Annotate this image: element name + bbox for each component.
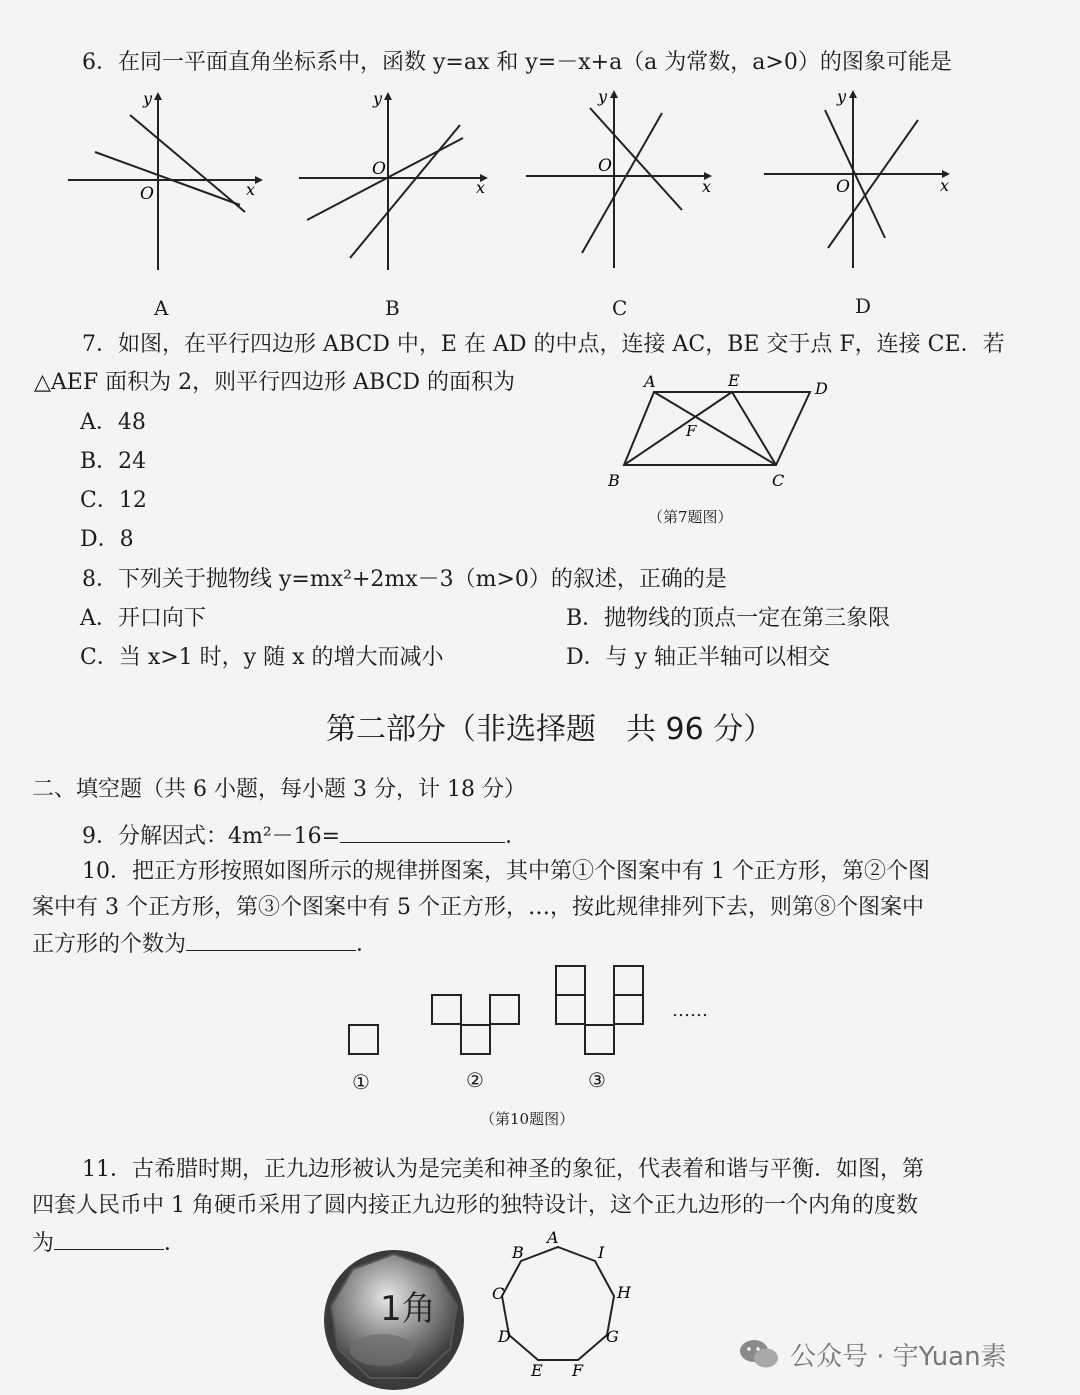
vertex-b: B — [608, 471, 620, 490]
vertex-b: B — [512, 1243, 524, 1262]
q11-line2: 四套人民币中 1 角硬币采用了圆内接正九边形的独特设计，这个正九边形的一个内角的度数 — [32, 1193, 918, 1218]
q7-option-d: D．8 — [80, 527, 134, 552]
q8-text: 8．下列关于抛物线 y=mx²+2mx－3（m>0）的叙述，正确的是 — [82, 567, 727, 592]
q7-figure-caption: （第7题图） — [648, 508, 733, 526]
q10-label-1: ① — [352, 1070, 370, 1094]
q8-option-c: C．当 x>1 时，y 随 x 的增大而减小 — [80, 645, 444, 670]
vertex-a: A — [547, 1228, 559, 1247]
axis-x-label: x — [476, 178, 486, 197]
vertex-e: E — [728, 371, 740, 390]
q10-label-3: ③ — [588, 1068, 606, 1092]
point-f: F — [686, 422, 697, 440]
q11-end: ． — [164, 1231, 187, 1256]
q6-option-b: B — [385, 296, 400, 320]
vertex-a: A — [644, 372, 656, 391]
origin-label: O — [836, 177, 850, 197]
q10-stem: 正方形的个数为 — [32, 932, 187, 957]
axis-y-label: y — [837, 87, 847, 106]
q10-line3 — [32, 930, 378, 958]
q10-square-patterns — [340, 960, 720, 1060]
q6-graph-d — [760, 88, 970, 278]
q6-graph-b — [295, 90, 505, 280]
q9-answer-blank[interactable] — [340, 822, 505, 843]
q8-option-a: A．开口向下 — [80, 606, 206, 631]
q7-line2: △AEF 面积为 2，则平行四边形 ABCD 的面积为 — [34, 370, 516, 395]
vertex-i: I — [598, 1243, 605, 1262]
q6-graph-c — [522, 88, 732, 278]
axis-x-label: x — [940, 176, 950, 195]
vertex-e: E — [531, 1361, 543, 1380]
vertex-h: H — [617, 1283, 631, 1302]
q7-option-b: B．24 — [80, 449, 147, 474]
q10-line1: 10．把正方形按照如图所示的规律拼图案，其中第①个图案中有 1 个正方形，第②个图 — [82, 859, 930, 884]
q10-line2: 案中有 3 个正方形，第③个图案中有 5 个正方形，…，按此规律排列下去，则第⑧个图案中 — [32, 895, 924, 920]
section2-title: 二、填空题（共 6 小题，每小题 3 分，计 18 分） — [32, 777, 526, 802]
q8-option-b: B．抛物线的顶点一定在第三象限 — [566, 606, 891, 631]
vertex-c: C — [772, 471, 785, 490]
part2-title: 第二部分（非选择题 共 96 分） — [326, 712, 774, 747]
axis-x-label: x — [702, 177, 712, 196]
axis-x-label: x — [246, 180, 256, 199]
q7-option-c: C．12 — [80, 488, 147, 513]
vertex-d: D — [498, 1327, 511, 1346]
axis-y-label: y — [143, 89, 153, 108]
origin-label: O — [598, 156, 612, 176]
q11-line1: 11．古希腊时期，正九边形被认为是完美和神圣的象征，代表着和谐与平衡．如图，第 — [82, 1157, 924, 1182]
axis-y-label: y — [598, 87, 608, 106]
q9-stem: 9．分解因式：4m²－16= — [82, 824, 341, 849]
q7-line1: 7．如图，在平行四边形 ABCD 中，E 在 AD 的中点，连接 AC，BE 交于点 F，连接 CE．若 — [82, 332, 1005, 357]
q6-option-d: D — [855, 294, 872, 318]
q11-stem: 为 — [32, 1231, 55, 1256]
q9-text — [82, 822, 527, 850]
q6-option-a: A — [154, 296, 169, 320]
q7-option-a: A．48 — [80, 410, 146, 435]
vertex-f: F — [572, 1361, 584, 1380]
q11-coin-image — [322, 1242, 472, 1395]
wechat-icon — [738, 1336, 782, 1372]
q7-parallelogram-figure — [600, 370, 840, 500]
vertex-d: D — [815, 379, 828, 398]
origin-label: O — [140, 184, 154, 204]
q10-end: ． — [356, 932, 379, 957]
q11-line3 — [32, 1229, 186, 1257]
q6-graph-a — [60, 90, 270, 280]
vertex-g: G — [606, 1327, 619, 1346]
q6-option-c: C — [612, 296, 628, 320]
q11-nonagon-figure — [490, 1228, 640, 1382]
q8-option-d: D．与 y 轴正半轴可以相交 — [566, 645, 831, 670]
q9-end: ． — [505, 824, 528, 849]
origin-label: O — [372, 159, 386, 179]
watermark-text: 公众号 · 宇Yuan素 — [790, 1342, 1007, 1372]
q10-label-2: ② — [466, 1068, 484, 1092]
q10-answer-blank[interactable] — [186, 930, 356, 951]
q10-ellipsis: …… — [672, 1000, 708, 1021]
coin-text: 1角 — [380, 1289, 436, 1329]
axis-y-label: y — [373, 89, 383, 108]
q10-figure-caption: （第10题图） — [480, 1110, 575, 1128]
vertex-c: C — [492, 1284, 505, 1303]
q11-answer-blank[interactable] — [54, 1229, 164, 1250]
q6-text: 6．在同一平面直角坐标系中，函数 y=ax 和 y=－x+a（a 为常数，a>0）的图象可能是 — [82, 50, 952, 75]
